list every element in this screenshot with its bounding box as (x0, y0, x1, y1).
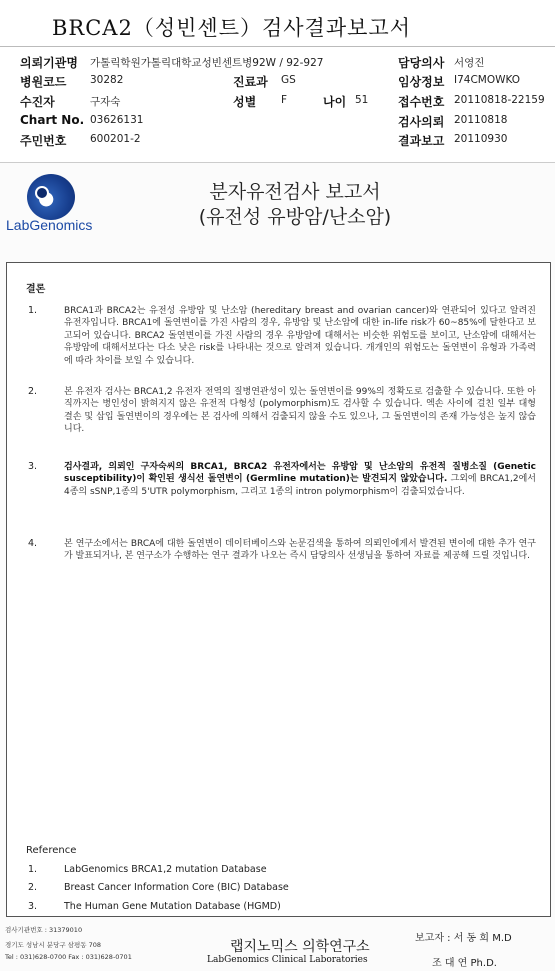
footer-signer: 조 대 연 Ph.D. (432, 958, 497, 969)
chart-value: 03626131 (90, 114, 144, 126)
report-date-label: 결과보고 (398, 134, 445, 148)
patient-label: 수진자 (20, 95, 55, 109)
id-value: 600201-2 (90, 133, 141, 145)
request-label: 검사의뢰 (398, 115, 445, 129)
ref-2-text: Breast Cancer Information Core (BIC) Database (64, 882, 289, 893)
item-3-normal-text: 그외에 BRCA1,2에서 4종의 sSNP,1종의 5'UTR polymorphism, 그리고 1종의 intron polymorphism이 검출되었습니다. (64, 474, 536, 497)
item-4-text: 본 연구소에서는 BRCA에 대한 돌연변이 데이터베이스와 논문검색을 통하여 의뢰인에게서 발견된 변이에 대한 추가 연구가 발표되거나, 본 연구소가 수행하는 연구 결과가 나오는 즉시 담당의사 선생님을 통하여 자료를 제공해 드릴 것입니다. (64, 539, 536, 562)
patient-value: 구자숙 (90, 96, 121, 108)
report-title (150, 180, 440, 230)
footer-phone: Tel : 031)628-0700 Fax : 031)628-0701 (5, 953, 132, 961)
clinical-value: I74CMOWKO (454, 74, 521, 86)
sex-label: 성별 (233, 95, 257, 109)
doctor-label: 담당의사 (398, 56, 445, 70)
dept-label: 진료과 (233, 75, 268, 89)
patient-info-block (20, 54, 550, 154)
ref-3-number: 3. (28, 901, 38, 912)
footer-reporter: 보고자 : 서 동 희 M.D (415, 933, 512, 944)
institution-label: 의뢰기관명 (20, 56, 78, 70)
dept-value: GS (281, 74, 296, 86)
footer-lab-name-ko: 랩지노믹스 의학연구소 (230, 939, 370, 955)
report-title-line1: 분자유전검사 보고서 (209, 181, 381, 203)
ref-2-number: 2. (28, 882, 38, 893)
age-label: 나이 (323, 95, 347, 109)
ref-1-number: 1. (28, 864, 38, 875)
ref-1-text: LabGenomics BRCA1,2 mutation Database (64, 864, 267, 875)
hospital-code-value: 30282 (90, 74, 124, 86)
labgenomics-logo-icon (27, 174, 75, 220)
item-4-number: 4. (28, 538, 38, 549)
item-2-number: 2. (28, 386, 38, 397)
receipt-value: 20110818-22159 (454, 94, 545, 106)
clinical-label: 임상정보 (398, 75, 445, 89)
item-3-bold-text: 검사결과, 의뢰인 구자숙씨의 BRCA1, BRCA2 유전자에서는 유방암 및 난소암의 유전적 질병소질 (Genetic susceptibility)이 확인된 생식선 돌연변이 (Germline mutation)는 발견되지 않았습니다. (64, 462, 536, 485)
header-divider (0, 46, 555, 47)
item-1-number: 1. (28, 305, 38, 316)
item-1-text: BRCA1과 BRCA2는 유전성 유방암 및 난소암 (hereditary breast and ovarian cancer)와 연관되어 있다고 알려진 유전자입니다. BRCA1에 돌연변이를 가진 사람의 경우, 유방암 및 난소암에 대한 in-life risk가 60~85%에 달한다고 보고되어 있습니다. BRCA2 돌연변이를 가진 사람의 경우 유방암에 대해서는 비슷한 위험도를 보이고, 난소암에 대해서는 유방암에 대해서보다는 다소 낮은 risk를 나타내는 것으로 알려져 있습니다. 개개인의 위험도는 돌연변이 유형과 가족력에 따라 차이를 보일 수 있습니다. (64, 306, 536, 366)
report-title-line2: (유전성 유방암/난소암) (198, 206, 392, 228)
sex-value: F (281, 94, 288, 106)
report-header-title: BRCA2（성빈센트）검사결과보고서 (52, 16, 411, 40)
hospital-code-label: 병원코드 (20, 75, 67, 89)
ref-3-text: The Human Gene Mutation Database (HGMD) (64, 901, 281, 912)
footer-address: 경기도 성남시 분당구 삼평동 708 (5, 941, 102, 949)
institution-value: 가톨릭학원가톨릭대학교성빈센트병92W / 92-927 (90, 57, 324, 69)
chart-label: Chart No. (20, 113, 85, 127)
age-value: 51 (355, 94, 369, 106)
footer-lab-name-en: LabGenomics Clinical Laboratories (207, 955, 368, 965)
item-2-text: 본 유전자 검사는 BRCA1,2 유전자 전역의 질병연관성이 있는 돌연변이를 99%의 정확도로 검출할 수 있습니다. 또한 아직까지는 병인성이 밝혀지지 않은 유전적 다형성 (polymorphism)도 검사할 수 있습니다. 엑손 사이에 걸친 일부 대형 결손 및 삽입 돌연변이의 경우에는 본 검사에 의해서 검출되지 않을 수도 있으나, 그 돌연변이의 존재 가능성은 높지 않습니다. (64, 387, 536, 435)
item-3-number: 3. (28, 461, 38, 472)
id-label: 주민번호 (20, 134, 67, 148)
request-value: 20110818 (454, 114, 508, 126)
footer-reg-no: 검사기관번호 : 31379010 (5, 926, 83, 934)
reference-label: Reference (26, 845, 77, 856)
logo-text: LabGenomics (6, 217, 93, 233)
logo-dot-icon (35, 186, 49, 200)
doctor-value: 서영진 (454, 57, 485, 69)
conclusion-label: 결론 (26, 284, 46, 295)
item-3-text (64, 461, 536, 498)
receipt-label: 접수번호 (398, 95, 445, 109)
report-date-value: 20110930 (454, 133, 508, 145)
